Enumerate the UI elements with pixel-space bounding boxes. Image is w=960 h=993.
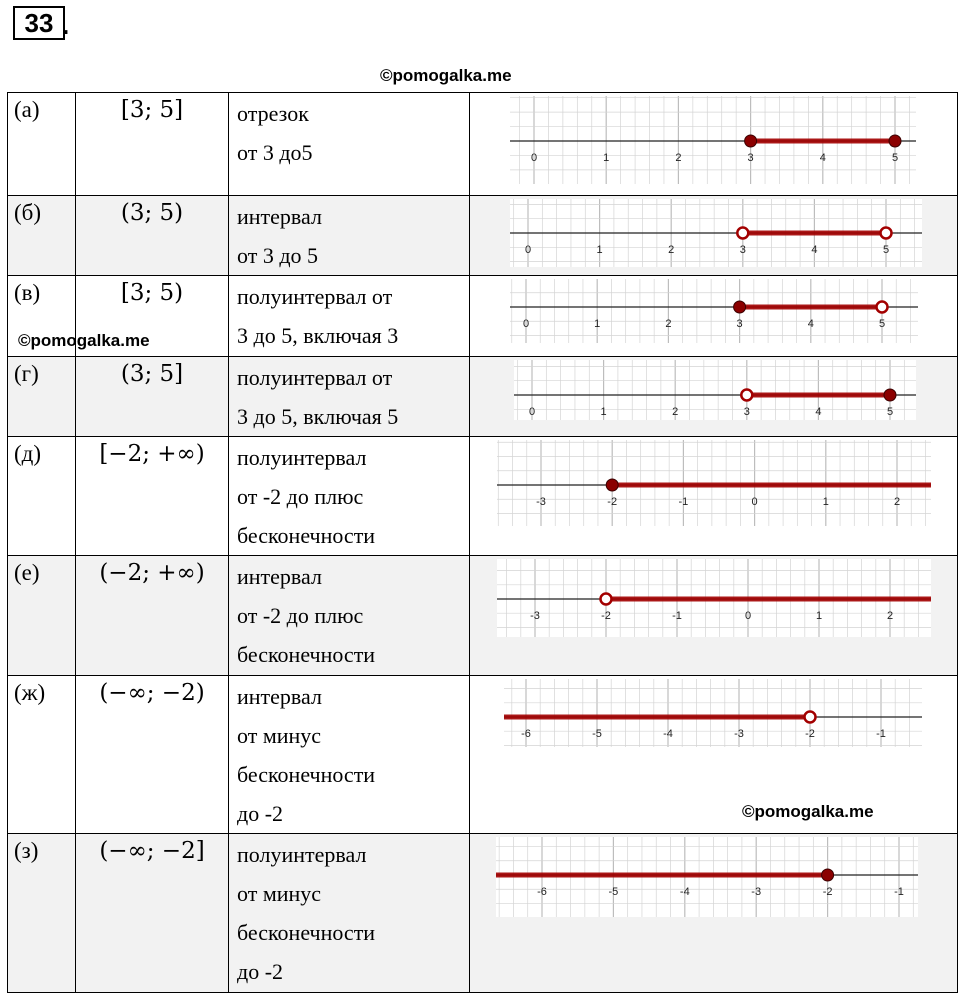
description-line: от минус [237,723,322,748]
tick-label: 3 [747,152,754,164]
table-row [8,93,958,196]
number-line-cell [470,276,958,357]
description-line: от 3 до 5 [237,243,319,268]
tick-label: -2 [822,886,833,898]
number-line-cell [470,676,958,834]
tick-label: -1 [876,728,886,740]
number-line [510,199,922,267]
tick-label: -6 [537,886,547,898]
end-open-point [805,712,816,723]
item-letter: (а) [8,93,76,196]
task-number: 33 [13,6,65,40]
tick-label: 1 [596,244,603,256]
number-line [497,559,931,637]
tick-label: 2 [672,406,679,418]
tick-label: -3 [734,728,744,740]
item-letter: (з) [8,834,76,993]
tick-label: 2 [668,244,675,256]
item-letter: (б) [8,196,76,276]
start-closed-point [734,301,746,313]
item-letter: (д) [8,437,76,556]
item-letter: (г) [8,357,76,437]
tick-label: 5 [886,406,894,418]
item-letter: (в) [8,276,76,357]
interval-description [229,556,470,676]
grid-background [510,279,918,343]
number-line [496,837,918,917]
description-line: от 3 до5 [237,140,313,165]
start-open-point [737,228,748,239]
watermark: ©pomogalka.me [742,802,874,821]
tick-label: 4 [815,406,822,418]
watermark: ©pomogalka.me [380,66,512,85]
table-row [8,196,958,276]
interval-description [229,834,470,993]
interval-notation: (3; 5) [76,196,229,276]
tick-label: -6 [521,728,531,740]
description-line: бесконечности [237,920,376,945]
description-line: бесконечности [237,523,376,548]
intervals-table [7,92,958,993]
tick-label: -5 [608,886,619,898]
description-line: от -2 до плюс [237,484,364,509]
tick-label: 3 [739,244,746,256]
interval-notation: (−2; +∞) [76,556,229,676]
description-line: отрезок [237,101,309,126]
description-line: интервал [237,564,322,589]
tick-label: -1 [678,496,689,508]
table-row [8,556,958,676]
tick-label: 1 [603,152,610,164]
description-line: от -2 до плюс [237,603,364,628]
tick-label: 4 [811,244,818,256]
tick-label: 0 [744,610,752,622]
number-line [497,440,931,526]
tick-label: 2 [665,318,672,330]
number-line-cell [470,437,958,556]
tick-label: 5 [891,152,899,164]
description-line: полуинтервал от [237,284,393,309]
interval-notation: (−∞; −2) [76,676,229,834]
description-line: от минус [237,881,322,906]
start-open-point [741,390,752,401]
description-line: 3 до 5, включая 3 [237,323,399,348]
number-line-cell [470,196,958,276]
tick-label: 4 [819,152,826,164]
description-line: полуинтервал от [237,365,393,390]
interval-description [229,276,470,357]
grid-background [504,679,922,747]
interval-notation: [−2; +∞) [76,437,229,556]
tick-label: 0 [522,318,530,330]
tick-label: 3 [736,318,743,330]
number-line [510,96,916,184]
tick-label: 1 [822,496,829,508]
interval-notation: (3; 5] [76,357,229,437]
interval-notation: [3; 5] [76,93,229,196]
tick-label: -5 [592,728,602,740]
interval-notation: (−∞; −2] [76,834,229,993]
tick-label: -2 [805,728,815,740]
tick-label: 1 [600,406,607,418]
tick-label: 1 [594,318,601,330]
interval-description [229,357,470,437]
tick-label: 5 [882,244,890,256]
tick-label: -3 [751,886,762,898]
tick-label: 1 [815,610,823,622]
description-line: полуинтервал [237,445,367,470]
description-line: 3 до 5, включая 5 [237,404,399,429]
number-line-cell [470,834,958,993]
tick-label: -1 [672,610,682,622]
description-line: интервал [237,684,322,709]
watermark: ©pomogalka.me [18,331,150,350]
tick-label: 0 [528,406,536,418]
tick-label: 3 [743,406,750,418]
number-line-cell [470,556,958,676]
tick-label: -4 [663,728,673,740]
table-row [8,357,958,437]
interval-description [229,196,470,276]
interval-description [229,437,470,556]
item-letter: (ж) [8,676,76,834]
description-line: бесконечности [237,762,376,787]
interval-description [229,676,470,834]
tick-label: -3 [530,610,540,622]
tick-label: 4 [807,318,814,330]
number-line [504,679,922,747]
tick-label: 2 [893,496,901,508]
start-closed-point [745,135,757,147]
tick-label: -2 [607,496,618,508]
end-closed-point [889,135,901,147]
tick-label: 2 [675,152,682,164]
description-line: интервал [237,204,322,229]
item-letter: (е) [8,556,76,676]
start-open-point [601,594,612,605]
tick-label: 2 [886,610,894,622]
number-line-cell [470,357,958,437]
description-line: до -2 [237,959,284,984]
tick-label: 0 [524,244,532,256]
interval-description [229,93,470,196]
end-open-point [877,302,888,313]
table-row [8,437,958,556]
number-line [510,279,918,343]
description-line: бесконечности [237,642,376,667]
number-line-cell [470,93,958,196]
tick-label: -3 [536,496,546,508]
start-closed-point [606,479,618,491]
end-open-point [881,228,892,239]
task-number-dot: . [62,10,70,40]
grid-background [514,360,916,420]
number-line [514,360,916,420]
tick-label: 0 [530,152,538,164]
description-line: полуинтервал [237,842,367,867]
interval-notation: [3; 5) [76,276,229,357]
end-closed-point [822,869,834,881]
description-line: до -2 [237,801,284,826]
tick-label: -4 [679,886,690,898]
tick-label: -1 [894,886,904,898]
table-row [8,276,958,357]
tick-label: 5 [878,318,886,330]
table-row [8,834,958,993]
tick-label: 0 [751,496,758,508]
end-closed-point [884,389,896,401]
tick-label: -2 [601,610,611,622]
